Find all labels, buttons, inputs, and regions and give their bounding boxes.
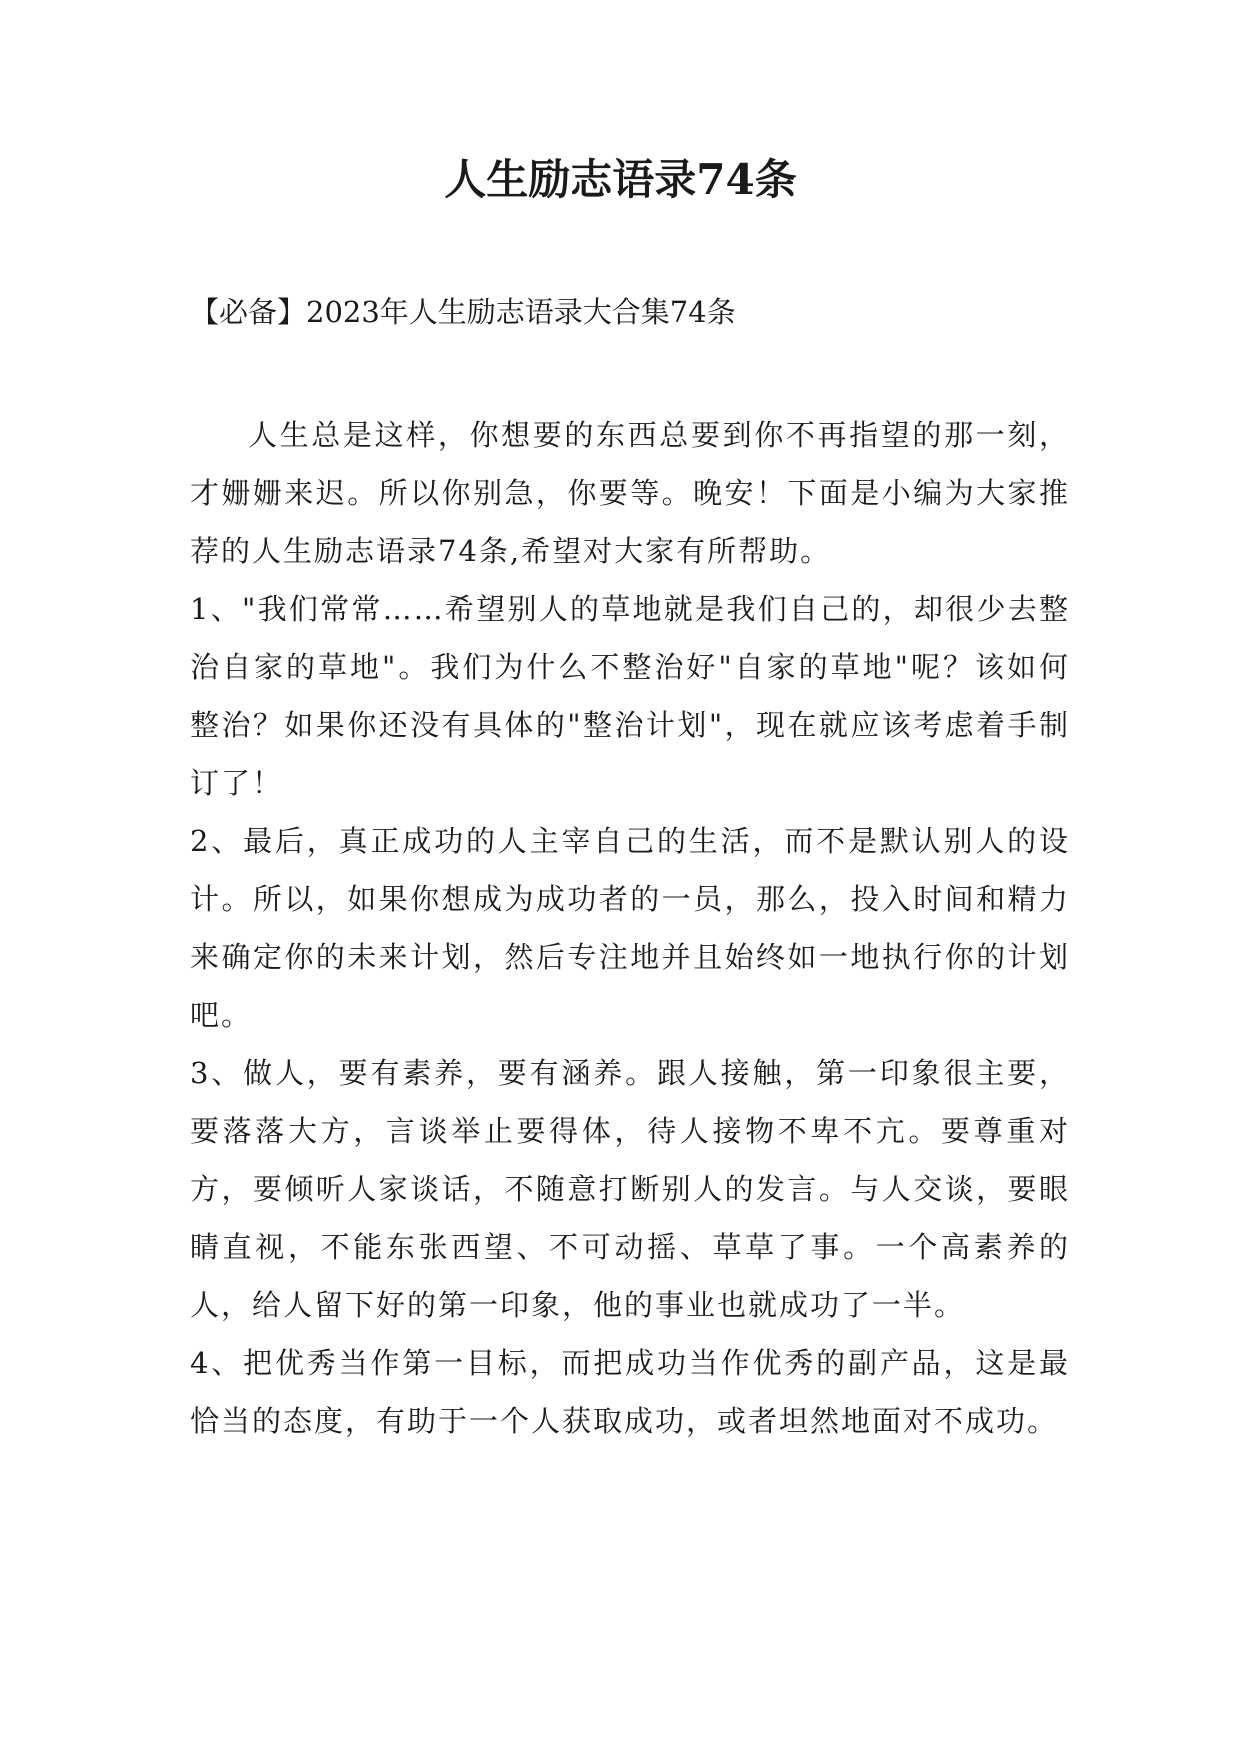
list-item: 4、把优秀当作第一目标，而把成功当作优秀的副产品，这是最恰当的态度，有助于一个人获取成功，或者坦然地面对不成功。 — [190, 1346, 1070, 1438]
list-item: 3、做人，要有素养，要有涵养。跟人接触，第一印象很主要，要落落大方，言谈举止要得体，待人接物不卑不亢。要尊重对方，要倾听人家谈话，不随意打断别人的发言。与人交谈，要眼睛直视，不能东张西望、不可动摇、草草了事。一个高素养的人，给人留下好的第一印象，他的事业也就成功了一半。 — [190, 1056, 1070, 1322]
intro-paragraph: 人生总是这样，你想要的东西总要到你不再指望的那一刻，才姗姗来迟。所以你别急，你要等。晚安！下面是小编为大家推荐的人生励志语录74条,希望对大家有所帮助。 — [190, 418, 1070, 568]
document-subtitle: 【必备】2023年人生励志语录大合集74条 — [190, 295, 736, 329]
list-item: 1、"我们常常……希望别人的草地就是我们自己的，却很少去整治自家的草地"。我们为什么不整治好"自家的草地"呢？该如何整治？如果你还没有具体的"整治计划"，现在就应该考虑着手制订了！ — [190, 592, 1070, 800]
document-body — [190, 406, 1070, 1450]
page-title: 人生励志语录74条 — [444, 155, 797, 204]
list-item: 2、最后，真正成功的人主宰自己的生活，而不是默认别人的设计。所以，如果你想成为成功者的一员，那么，投入时间和精力来确定你的未来计划，然后专注地并且始终如一地执行你的计划吧。 — [190, 824, 1070, 1032]
